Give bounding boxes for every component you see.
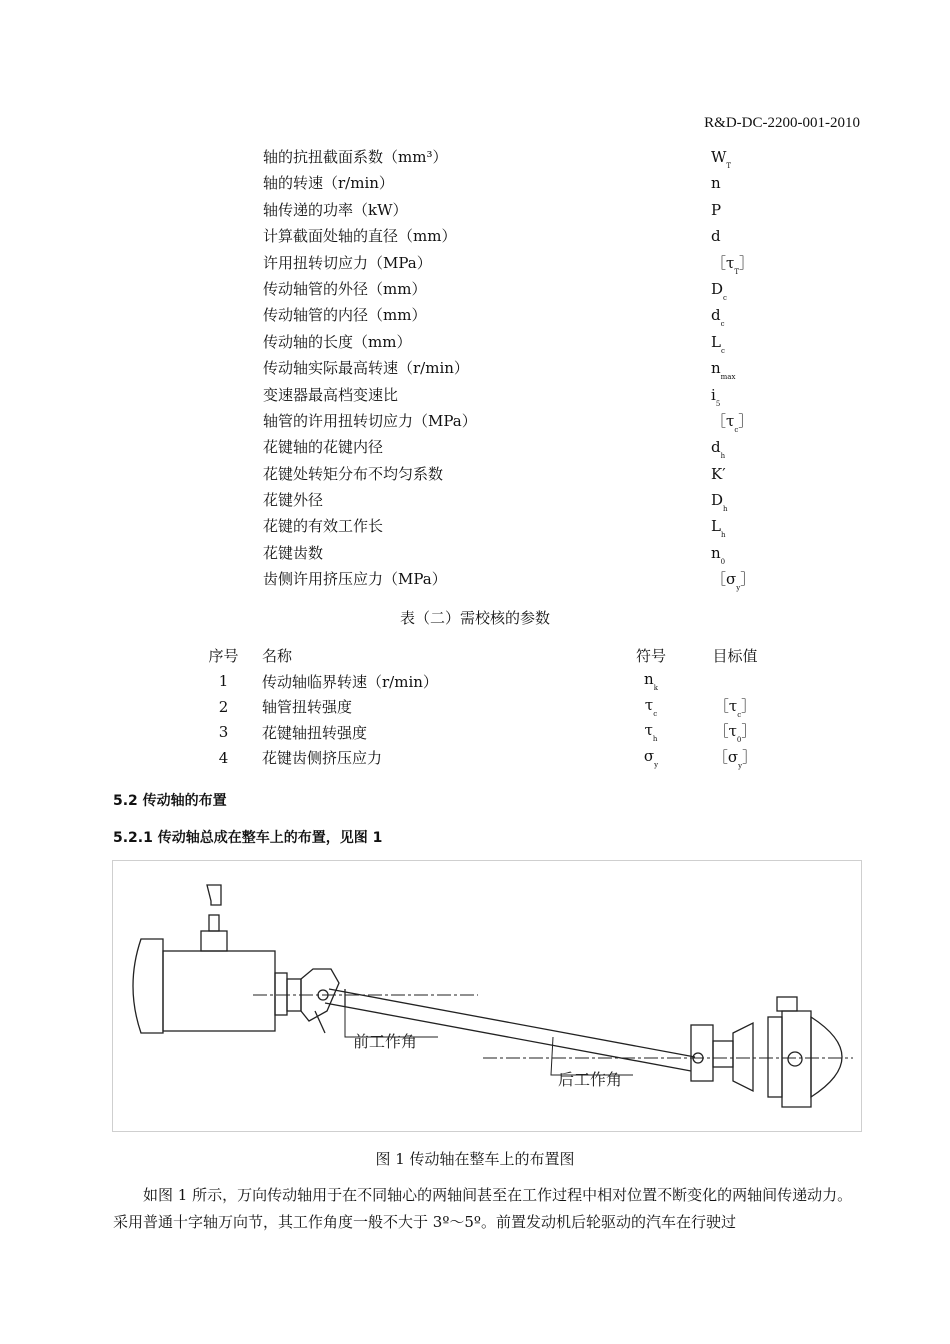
parameter-name: 传动轴的长度（mm） <box>263 332 412 351</box>
row-no: 1 <box>218 672 229 691</box>
symbol-base: ［τ <box>711 411 735 430</box>
symbol-subscript: T <box>734 267 739 276</box>
parameter-name: 许用扭转切应力（MPa） <box>263 253 432 272</box>
row-target <box>680 720 790 746</box>
symbol-subscript: c <box>734 425 739 434</box>
symbol-base: D <box>711 279 724 298</box>
table-caption: 表（二）需校核的参数 <box>399 609 550 627</box>
gearbox-top-block <box>201 931 227 951</box>
parameter-symbol <box>711 170 721 196</box>
drive-shaft-diagram <box>113 861 861 1131</box>
parameter-row <box>263 540 743 566</box>
check-parameters-table <box>185 643 790 771</box>
symbol-base: ［τ <box>711 253 735 272</box>
symbol-base: L <box>711 517 721 536</box>
parameter-name: 花键轴的花键内径 <box>263 438 384 457</box>
parameter-row <box>263 408 754 434</box>
parameter-row <box>263 513 743 539</box>
symbol-subscript: 5 <box>715 399 721 408</box>
symbol-base: d <box>711 227 721 246</box>
parameter-row <box>263 461 743 487</box>
symbol-subscript: h <box>720 452 726 461</box>
target-subscript: c <box>737 710 742 719</box>
parameter-symbol <box>711 461 726 487</box>
table-row <box>185 694 790 720</box>
symbol-base: σ <box>643 746 655 765</box>
parameter-name: 轴的转速（r/min） <box>263 174 394 193</box>
parameter-row <box>263 276 743 302</box>
bell-housing-shape <box>133 939 163 1033</box>
parameter-name: 传动轴管的内径（mm） <box>263 306 427 325</box>
header-target: 目标值 <box>712 647 758 666</box>
parameter-name: 花键处转矩分布不均匀系数 <box>263 464 444 483</box>
symbol-subscript: c <box>720 346 725 355</box>
symbol-bracket: ］ <box>738 411 754 430</box>
symbol-base: P <box>711 200 722 219</box>
rear-flange <box>691 1025 713 1081</box>
parameter-name: 花键的有效工作长 <box>263 517 384 536</box>
axle-housing-body <box>782 1011 811 1107</box>
axle-flange-left <box>768 1017 782 1097</box>
symbol-subscript: y <box>736 584 741 593</box>
header-symbol: 符号 <box>635 647 666 666</box>
target-subscript: y <box>738 761 743 770</box>
parameter-name: 轴的抗扭截面系数（mm³） <box>263 148 448 166</box>
symbol-bracket: ］ <box>738 253 754 272</box>
parameter-row <box>263 302 743 328</box>
target-base: ［σ <box>712 747 739 766</box>
symbol-base: n <box>711 359 721 378</box>
row-symbol <box>622 669 680 695</box>
figure-drive-shaft-layout <box>112 860 862 1132</box>
parameter-row <box>263 197 743 223</box>
parameter-row <box>263 144 743 170</box>
row-symbol <box>622 694 680 720</box>
symbol-subscript: h <box>723 505 728 514</box>
row-no: 4 <box>218 748 229 767</box>
symbol-base: i <box>711 385 716 404</box>
row-target <box>680 694 790 720</box>
symbol-subscript: T <box>726 162 732 170</box>
shift-lever-head <box>207 885 221 905</box>
table-header-row <box>185 643 790 669</box>
body-paragraph: 如图 1 所示，万向传动轴用于在不同轴心的两轴间甚至在工作过程中相对位置不断变化的两轴间传递动力。采用普通十字轴万向节，其工作角度一般不大于 3º～5º。前置发动机后轮驱动的汽车在行驶过 <box>113 1186 853 1231</box>
row-name: 花键齿侧挤压应力 <box>262 749 383 768</box>
parameter-row <box>263 382 743 408</box>
row-symbol <box>622 745 680 771</box>
row-name: 花键轴扭转强度 <box>262 723 368 742</box>
symbol-base: n <box>711 543 721 562</box>
row-no: 2 <box>218 697 229 716</box>
axle-top-lug <box>777 997 797 1011</box>
symbol-base: K′ <box>711 464 726 483</box>
figure-caption: 图 1 传动轴在整车上的布置图 <box>375 1150 575 1168</box>
parameter-row <box>263 223 743 249</box>
parameter-row <box>263 355 743 381</box>
symbol-base: L <box>711 332 721 351</box>
axle-cover-dome <box>811 1017 842 1097</box>
front-angle-label: 前工作角 <box>353 1032 418 1051</box>
symbol-subscript: c <box>720 320 725 329</box>
target-subscript: 0 <box>736 736 742 745</box>
parameter-list <box>263 144 756 593</box>
target-bracket: ］ <box>741 722 757 741</box>
axle-center-hole <box>788 1052 802 1066</box>
symbol-base: n <box>711 174 721 193</box>
parameter-symbol <box>711 223 721 249</box>
parameter-row <box>263 170 743 196</box>
parameter-name: 轴管的许用扭转切应力（MPa） <box>263 411 477 430</box>
row-target <box>680 669 790 695</box>
parameter-name: 花键齿数 <box>263 543 324 562</box>
parameter-row <box>263 329 743 355</box>
subsection-heading: 5.2.1 传动轴总成在整车上的布置，见图 1 <box>113 830 383 846</box>
symbol-base: W <box>711 148 727 166</box>
parameter-name: 变速器最高档变速比 <box>263 385 399 404</box>
parameter-row <box>263 434 743 460</box>
parameter-name: 轴传递的功率（kW） <box>263 200 408 219</box>
rear-angle-label: 后工作角 <box>558 1070 623 1089</box>
axle-input-neck <box>733 1023 753 1091</box>
symbol-base: τ <box>644 695 654 714</box>
target-base: ［τ <box>713 722 737 741</box>
symbol-base: n <box>644 670 654 689</box>
header-no: 序号 <box>208 647 239 666</box>
row-no: 3 <box>218 723 229 742</box>
table-row <box>185 745 790 771</box>
symbol-bracket: ］ <box>740 570 756 589</box>
symbol-base: d <box>711 306 721 325</box>
header-name: 名称 <box>262 647 293 666</box>
parameter-name: 齿侧许用挤压应力（MPa） <box>263 570 447 589</box>
parameter-name: 传动轴实际最高转速（r/min） <box>263 359 469 378</box>
symbol-subscript: h <box>720 531 726 540</box>
parameter-row <box>263 566 756 593</box>
symbol-base: d <box>711 438 721 457</box>
row-target <box>680 745 790 771</box>
symbol-subscript: c <box>653 709 658 718</box>
parameter-name: 计算截面处轴的直径（mm） <box>263 227 457 246</box>
symbol-subscript: max <box>720 373 736 382</box>
symbol-base: ［σ <box>711 570 737 589</box>
symbol-base: D <box>711 491 724 510</box>
section-heading: 5.2 传动轴的布置 <box>113 793 227 809</box>
symbol-base: τ <box>644 721 653 740</box>
row-symbol <box>622 720 680 746</box>
target-bracket: ］ <box>741 696 757 715</box>
symbol-subscript: 0 <box>720 557 726 566</box>
parameter-symbol <box>711 197 721 223</box>
parameter-name: 传动轴管的外径（mm） <box>263 279 427 298</box>
table-row <box>185 669 790 695</box>
row-name: 传动轴临界转速（r/min） <box>262 672 438 691</box>
table-row <box>185 720 790 746</box>
gearbox-body <box>163 951 275 1031</box>
target-bracket: ］ <box>742 747 758 766</box>
row-name: 轴管扭转强度 <box>262 698 353 717</box>
parameter-row <box>263 250 754 276</box>
parameter-row <box>263 487 743 513</box>
symbol-subscript: c <box>723 293 727 302</box>
symbol-subscript: k <box>653 684 658 693</box>
output-flange <box>275 973 287 1015</box>
rear-joint-body <box>713 1041 733 1067</box>
document-number: R&D-DC-2200-001-2010 <box>704 115 860 131</box>
shift-lever-base <box>209 915 219 931</box>
target-base: ［τ <box>713 696 738 715</box>
symbol-subscript: h <box>652 735 658 744</box>
parameter-symbol <box>711 566 755 601</box>
symbol-subscript: y <box>654 760 659 769</box>
parameter-name: 花键外径 <box>263 491 324 510</box>
